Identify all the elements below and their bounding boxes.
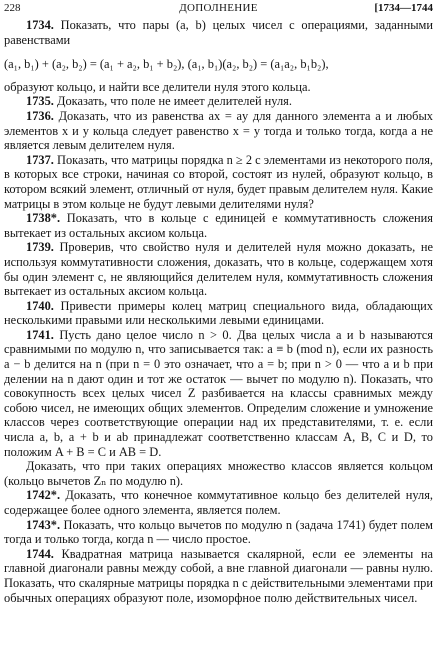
- formula-1734: (a₁, b₁) + (a₂, b₂) = (a₁ + a₂, b₁ + b₂), (a₁, b₁)(a₂, b₂) = (a₁a₂, b₁b₂),: [4, 57, 329, 72]
- problem-number: 1737.: [26, 152, 54, 167]
- running-title: ДОПОЛНЕНИЕ: [179, 2, 258, 14]
- problem-1741: [4, 328, 433, 459]
- problem-1734: [4, 18, 433, 47]
- problem-number: 1735.: [26, 94, 54, 109]
- problem-text: Проверив, что свойство нуля и делителей нуля можно доказать, не используя коммутативности сложения, доказать, что в кольце, содержащем хотя бы один элемент c, не являющийся делителем нуля, коммутативность сложения вытекает из остальных аксиом кольца.: [4, 240, 433, 299]
- problem-text: Квадратная матрица называется скалярной, если ее элементы на главной диагонали равны между собой, а вне главной диагонали — равны нулю. Показать, что скалярные матрицы порядка n с действительными элементами при обычных операциях образуют поле, изоморфное полю действительных чисел.: [4, 546, 433, 605]
- problem-1744: [4, 547, 433, 605]
- problem-1742: [4, 488, 433, 517]
- problem-range: [1734—1744: [374, 2, 433, 14]
- problem-1734-continuation: образуют кольцо, и найти все делители нуля этого кольца.: [4, 79, 311, 94]
- problem-text: Доказать, что конечное коммутативное кольцо без делителей нуля, содержащее более одного элемента, является полем.: [4, 488, 433, 517]
- problem-1736: [4, 109, 433, 153]
- problem-1737: [4, 153, 433, 211]
- problem-number: 1739.: [26, 240, 54, 255]
- problem-text: Показать, что кольцо вычетов по модулю n (задача 1741) будет полем тогда и только тогда, когда n — число простое.: [4, 517, 433, 547]
- problem-text: Доказать, что из равенства ax = ay для данного элемента a и любых элементов x и y кольца следует равенство x = y тогда и только тогда, когда a не является левым делителем нуля.: [4, 108, 433, 153]
- page-header: [4, 1, 433, 15]
- problem-number: 1742*.: [26, 488, 61, 503]
- problem-number: 1736.: [26, 108, 54, 123]
- problem-number: 1743*.: [26, 517, 61, 532]
- problem-text: Показать, что матрицы порядка n ≥ 2 с элементами из некоторого поля, в которых все строки, начиная со второй, состоят из нулей, образуют кольцо, в котором всякий элемент, отличный от нуля, будет правым делителем нуля. Какие матрицы в этом кольце не будут левыми делителями нуля?: [4, 152, 433, 211]
- problem-1739: [4, 240, 433, 298]
- problem-1743: [4, 518, 433, 547]
- problem-text: Пусть дано целое число n > 0. Два целых числа a и b называются сравнимыми по модулю n, что записывается так: a ≡ b (mod n), если их разность a − b делится на n (при n = 0 это означает, что a = b; при n > 0 — что a и b при делении на n дают один и тот же остаток — вычет по модулю n). Показать, что совокупность всех целых чисел Z разбивается на классы сравнимых между собою чисел, не имеющих общих элементов. Определим сложение и умножение классов через соответствующие операции над их представителями, т. е. если числа a, b, a + b и ab принадлежат соответственно классам A, B, C и D, то положим A + B = C и AB = D.: [4, 327, 433, 459]
- problem-1738: [4, 211, 433, 240]
- problem-text: Доказать, что поле не имеет делителей нуля.: [53, 94, 292, 109]
- problem-text: Показать, что в кольце с единицей e коммутативность сложения вытекает из остальных аксиом кольца.: [4, 211, 433, 240]
- page-number: 228: [4, 2, 21, 14]
- problem-number: 1738*.: [26, 211, 61, 226]
- page-body: [4, 18, 433, 605]
- problem-number: 1744.: [26, 546, 54, 561]
- problem-text: Привести примеры колец матриц специального вида, обладающих несколькими правыми или несколькими левыми единицами.: [4, 298, 433, 328]
- problem-number: 1741.: [26, 327, 54, 342]
- problem-1740: [4, 299, 433, 328]
- problem-number: 1740.: [26, 298, 54, 313]
- problem-number: 1734.: [26, 18, 54, 32]
- problem-text: Показать, что пары (a, b) целых чисел с операциями, заданными равенствами: [4, 18, 433, 47]
- problem-1735: [4, 94, 433, 109]
- problem-1741-continuation: Доказать, что при таких операциях множество классов является кольцом (кольцо вычетов Zₙ по модулю n).: [4, 459, 433, 488]
